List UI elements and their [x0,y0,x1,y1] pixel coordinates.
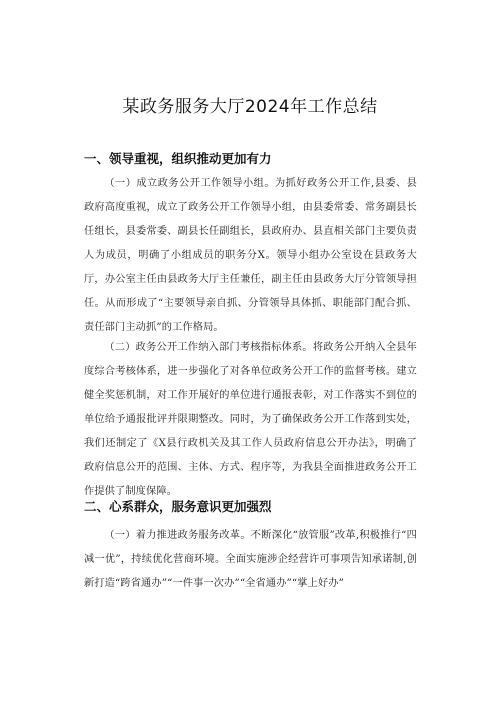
section-heading-1: 一、领导重视，组织推动更加有力 [84,151,272,166]
section-heading-2: 二、心系群众，服务意识更加强烈 [84,499,272,514]
section-1-paragraph-2: （二）政务公开工作纳入部门考核指标体系。将政务公开纳入全县年度综合考核体系，进一步强化了对各单位政务公开工作的监督考核。建立健全奖惩机制，对工作开展好的单位进行通报表彰，对工作落实不到位的单位给予通报批评并限期整改。同时，为了确保政务公开工作落到实处，我们还制定了《X县行政机关及其工作人员政府信息公开办法》，明确了政府信息公开的范围、主体、方式、程序等，为我县全面推进政务公开工作提供了制度保障。 [84,342,417,497]
document-title: 某政务服务大厅2024年工作总结 [122,97,378,117]
section-2-paragraph-1: （一）着力推进政务服务改革。不断深化“放管服”改革,积极推行“四减一优”，持续优化营商环境。全面实施涉企经营许可事项告知承诺制,创新打造“跨省通办”“一件事一次办”“全省通办”“掌上好办” [84,530,417,589]
section-1-paragraph-1: （一）成立政务公开工作领导小组。为抓好政务公开工作,县委、县政府高度重视，成立了政务公开工作领导小组，由县委常委、常务副县长任组长，县委常委、副县长任副组长，县政府办、县直相关部门主要负责人为成员，明确了小组成员的职务分X。领导小组办公室设在县政务大厅，办公室主任由县政务大厅主任兼任，副主任由县政务大厅分管领导担任。从而形成了“主要领导亲自抓、分管领导具体抓、职能部门配合抓、责任部门主动抓”的工作格局。 [84,178,417,333]
